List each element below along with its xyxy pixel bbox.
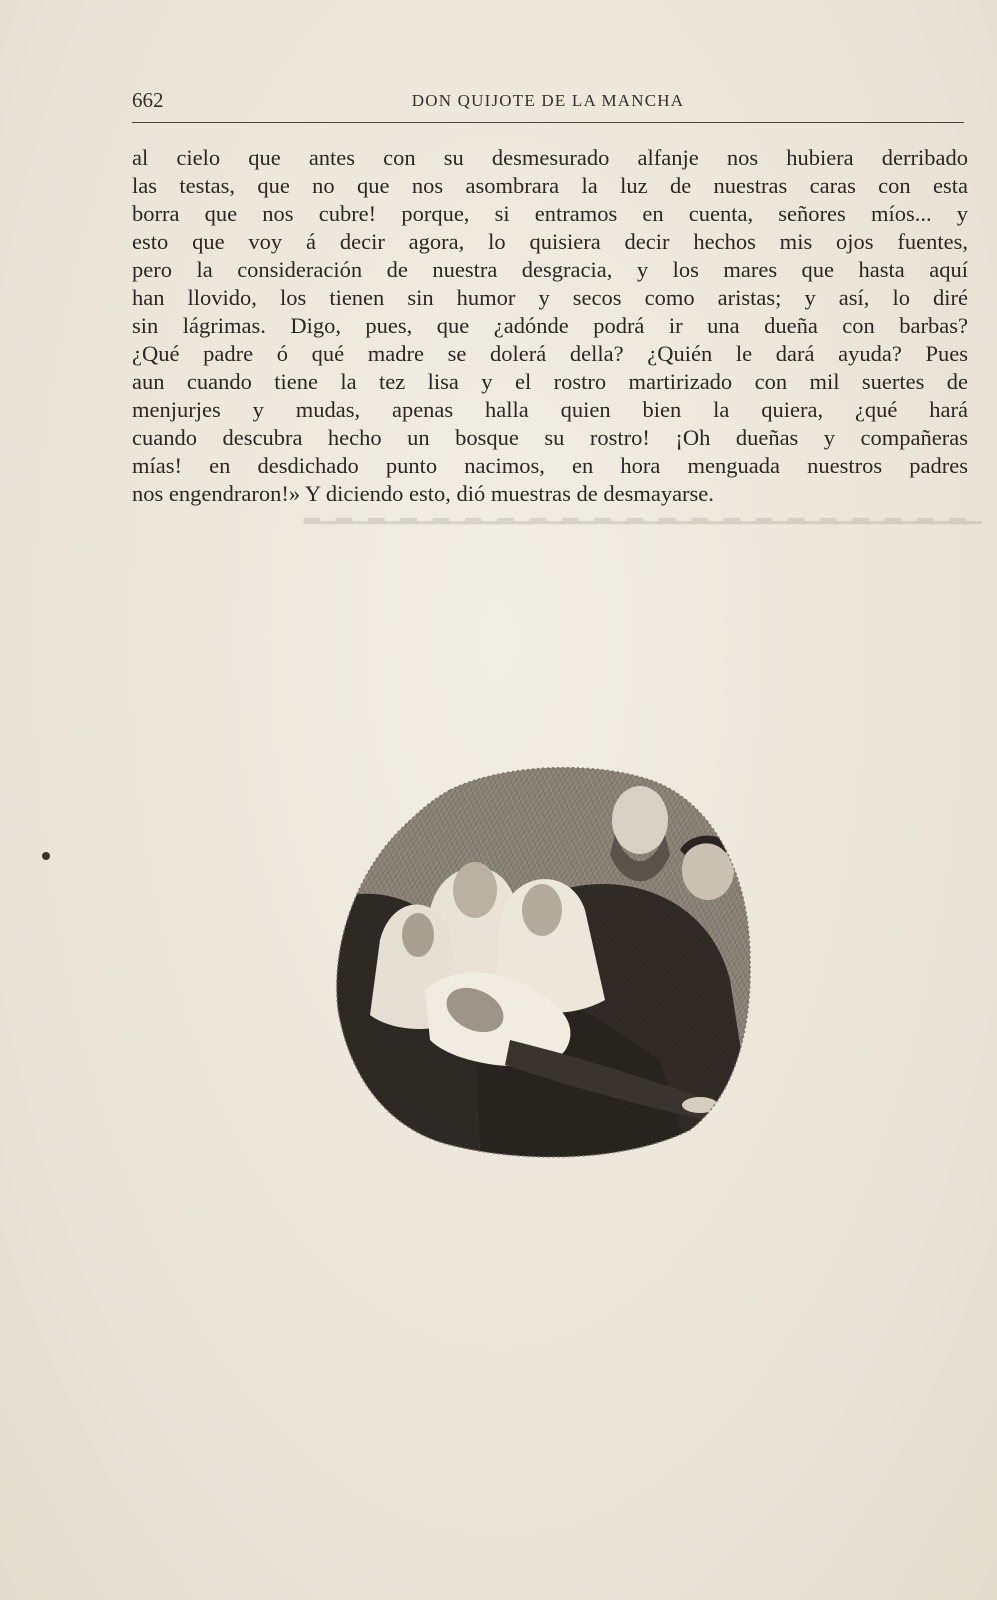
bleed-through-texture: ▁▂▁▂▁▂▁▂▁▂▁▂▁▂▁▂▁▂▁▂▁▂▁▂▁▂▁▂▁▂▁▂▁▂▁▂▁▂▁▂▁▂	[303, 500, 982, 524]
text-line: sin lágrimas. Digo, pues, que ¿adónde podrá ir una dueña con barbas?	[132, 313, 968, 338]
body-text	[132, 144, 968, 508]
text-line: al cielo que antes con su desmesurado alfanje nos hubiera derribado	[132, 145, 968, 170]
page-number: 662	[132, 88, 164, 112]
text-line: las testas, que no que nos asombrara la luz de nuestras caras con esta	[132, 173, 968, 198]
text-line: nos engendraron!» Y diciendo esto, dió muestras de desmayarse.	[132, 481, 714, 506]
ink-spot	[42, 852, 50, 860]
text-line: borra que nos cubre! porque, si entramos en cuenta, señores míos... y	[132, 201, 968, 226]
text-line: pero la consideración de nuestra desgracia, y los mares que hasta aquí	[132, 257, 968, 282]
engraving-swooning-duenas-icon	[330, 760, 758, 1160]
engraving-illustration	[330, 760, 758, 1160]
header-rule	[132, 122, 964, 123]
text-line: han llovido, los tienen sin humor y secos como aristas; y así, lo diré	[132, 285, 968, 310]
running-title: DON QUIJOTE DE LA MANCHA	[411, 91, 685, 110]
text-line: esto que voy á decir agora, lo quisiera decir hechos mis ojos fuentes,	[132, 229, 968, 254]
text-line: cuando descubra hecho un bosque su rostro! ¡Oh dueñas y compañeras	[132, 425, 968, 450]
text-line: mías! en desdichado punto nacimos, en hora menguada nuestros padres	[132, 453, 968, 478]
text-line: menjurjes y mudas, apenas halla quien bien la quiera, ¿qué hará	[132, 397, 968, 422]
text-line: aun cuando tiene la tez lisa y el rostro martirizado con mil suertes de	[132, 369, 968, 394]
page-header	[132, 88, 964, 116]
text-line: ¿Qué padre ó qué madre se dolerá della? ¿Quién le dará ayuda? Pues	[132, 341, 968, 366]
